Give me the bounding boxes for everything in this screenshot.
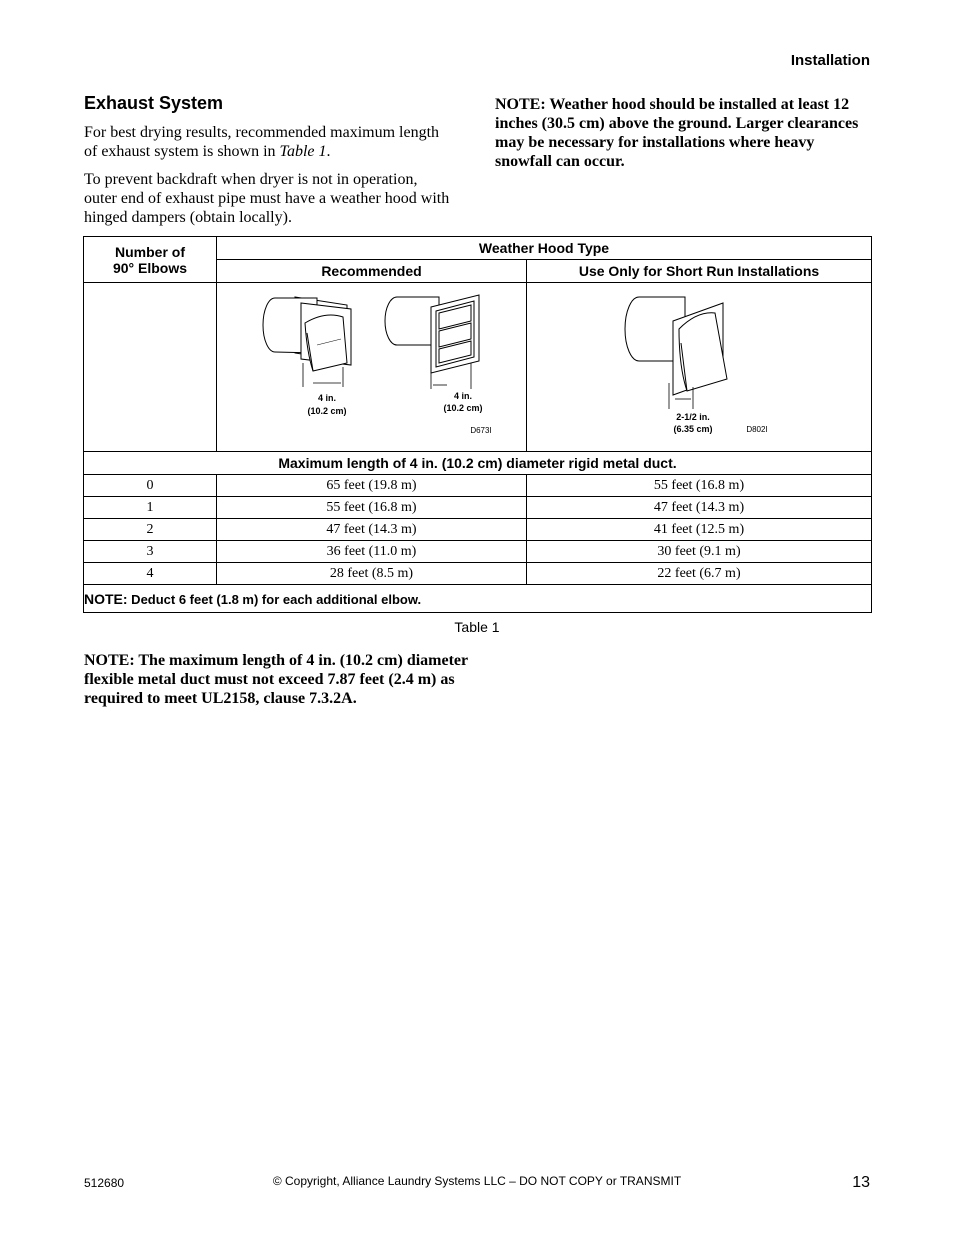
col-header-short-run: Use Only for Short Run Installations [527, 260, 872, 283]
empty-cell [84, 283, 217, 452]
hood3-dimension-in: 2-1/2 in. [676, 412, 710, 422]
recommended-cell: 36 feet (11.0 m) [217, 541, 527, 563]
note-flexible-duct: NOTE: The maximum length of 4 in. (10.2 cm) diameter flexible metal duct must not exceed 7.87 feet (2.4 m) as required to meet UL2158, clause 7.3.2A. [84, 652, 468, 707]
col-header-elbows: Number of 90° Elbows [84, 237, 217, 283]
hood2-dimension-cm: (10.2 cm) [443, 403, 483, 413]
recommended-cell: 28 feet (8.5 m) [217, 563, 527, 585]
col-header-recommended: Recommended [217, 260, 527, 283]
cowl-hood-icon [263, 297, 351, 371]
short-run-cell: 30 feet (9.1 m) [527, 541, 872, 563]
table-note-label: NOTE: [84, 590, 128, 607]
short-run-cell: 41 feet (12.5 m) [527, 519, 872, 541]
figure-recommended-hoods [217, 283, 527, 452]
louvered-hood-icon [385, 295, 479, 373]
elbows-cell: 3 [84, 541, 217, 563]
copyright-notice: © Copyright, Alliance Laundry Systems LLC – DO NOT COPY or TRANSMIT [272, 1174, 682, 1188]
table-row [84, 563, 872, 585]
short-run-cell: 55 feet (16.8 m) [527, 475, 872, 497]
short-cowl-hood-icon [625, 297, 727, 395]
exhaust-length-table [83, 236, 872, 613]
table-row [84, 475, 872, 497]
recommended-cell: 65 feet (19.8 m) [217, 475, 527, 497]
recommended-cell: 55 feet (16.8 m) [217, 497, 527, 519]
elbows-cell: 2 [84, 519, 217, 541]
table-reference: Table 1 [279, 143, 327, 160]
short-run-cell: 47 feet (14.3 m) [527, 497, 872, 519]
hood1-dimension-cm: (10.2 cm) [307, 406, 347, 416]
figure-short-run-hood [527, 283, 872, 452]
table-note [84, 585, 872, 613]
group-header-hood-type: Weather Hood Type [217, 237, 872, 260]
weather-hood-illustration [217, 283, 527, 446]
figure-code-d802i: D802I [746, 425, 768, 434]
document-number: 512680 [84, 1176, 125, 1190]
paragraph-text: For best drying results, recommended maximum length of exhaust system is shown in [84, 124, 440, 160]
elbows-cell: 1 [84, 497, 217, 519]
paragraph-drying [84, 123, 454, 161]
note-weather-hood: NOTE: Weather hood should be installed at least 12 inches (30.5 cm) above the ground. Larger clearances may be necessary for installations where heavy snowfall can occur. [495, 96, 859, 170]
table-subheader: Maximum length of 4 in. (10.2 cm) diameter rigid metal duct. [84, 452, 872, 475]
table-row [84, 497, 872, 519]
hood2-dimension-in: 4 in. [453, 391, 473, 401]
elbows-cell: 0 [84, 475, 217, 497]
table-caption: Table 1 [454, 619, 500, 635]
page-number: 13 [852, 1174, 870, 1191]
table-row [84, 541, 872, 563]
section-heading: Exhaust System [84, 93, 224, 113]
elbows-cell: 4 [84, 563, 217, 585]
short-run-hood-illustration [527, 283, 872, 446]
short-run-cell: 22 feet (6.7 m) [527, 563, 872, 585]
hood1-dimension-in: 4 in. [317, 393, 337, 403]
section-header: Installation [790, 52, 870, 69]
paragraph-backdraft: To prevent backdraft when dryer is not in operation, outer end of exhaust pipe must have a weather hood with hinged dampers (obtain locally). [84, 171, 450, 226]
table-note-text: Deduct 6 feet (1.8 m) for each additional elbow. [127, 591, 422, 607]
figure-code-d673i: D673I [470, 426, 492, 435]
paragraph-end: . [326, 143, 331, 160]
recommended-cell: 47 feet (14.3 m) [217, 519, 527, 541]
table-row [84, 519, 872, 541]
hood3-dimension-cm: (6.35 cm) [673, 424, 713, 434]
